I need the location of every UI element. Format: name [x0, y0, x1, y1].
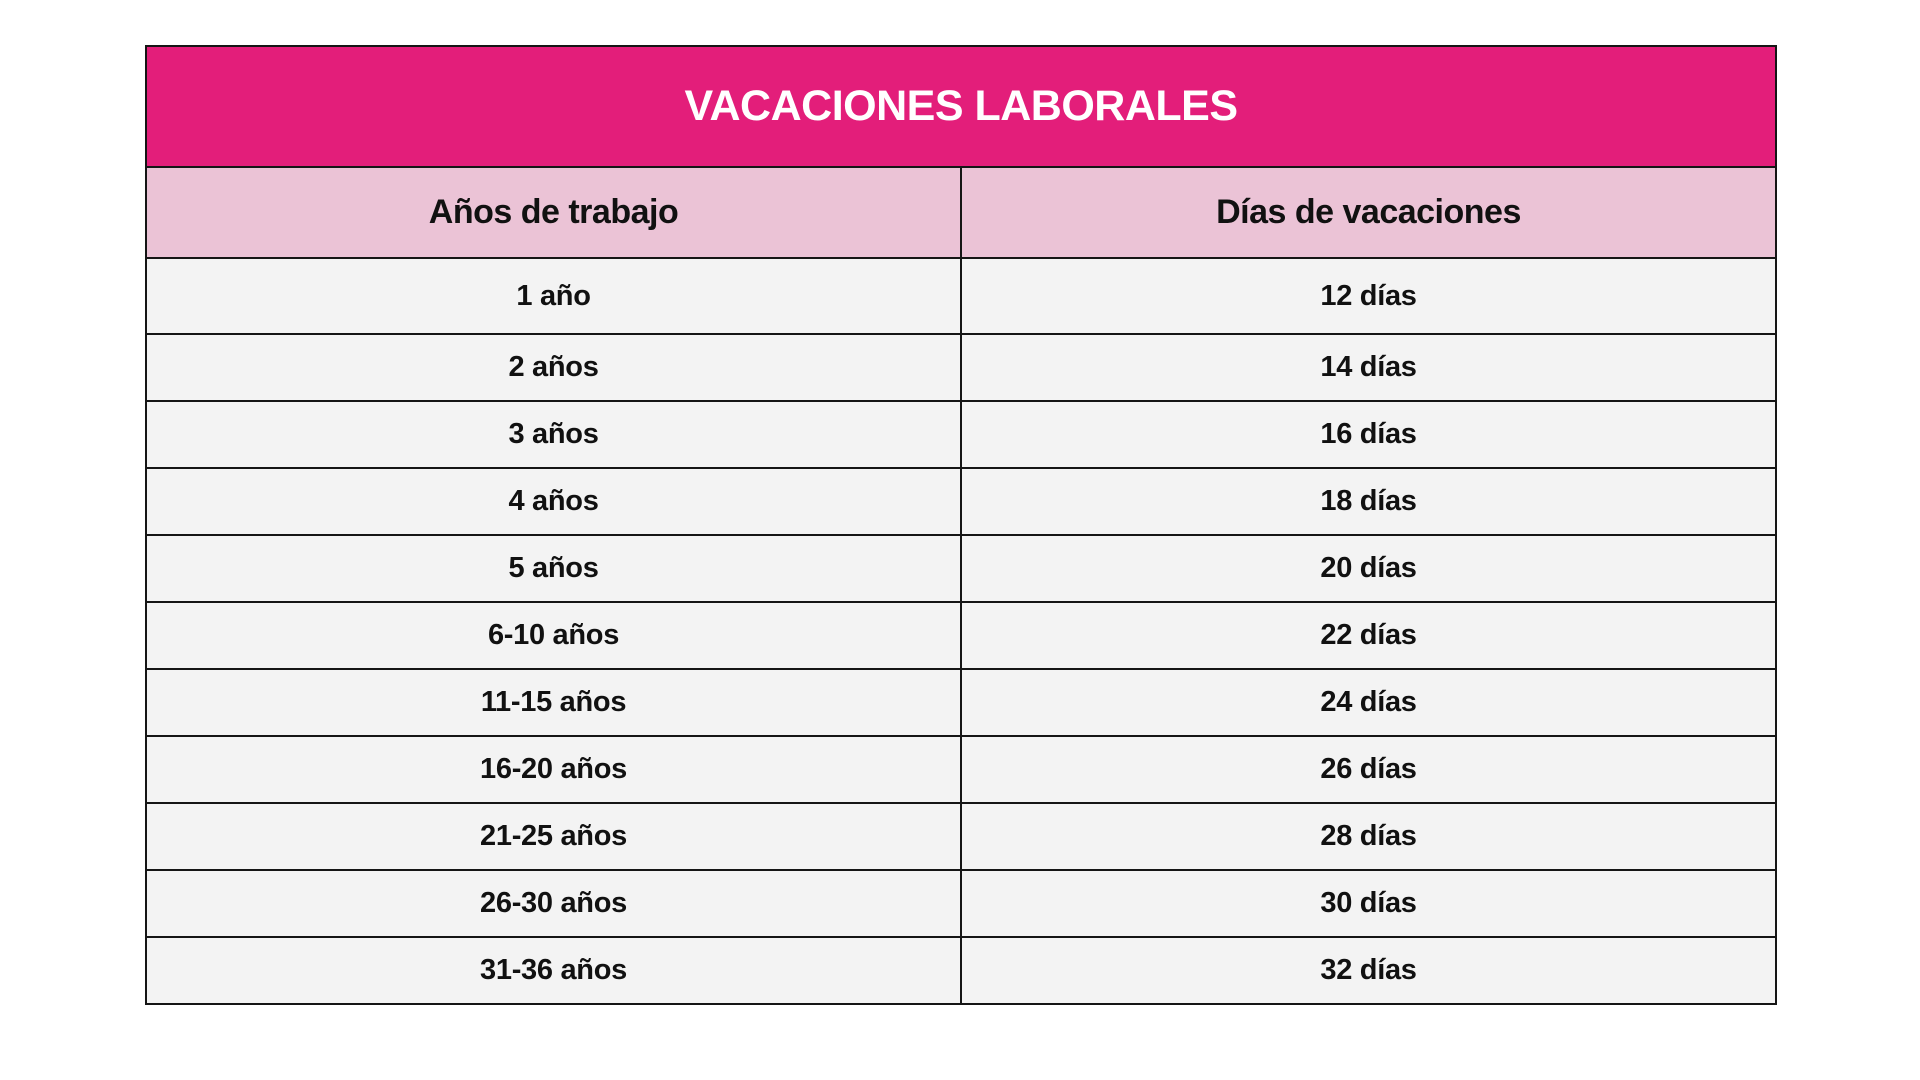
- cell-years: 1 año: [146, 258, 961, 334]
- table-row: [146, 535, 1776, 602]
- cell-years: 3 años: [146, 401, 961, 468]
- table-row: [146, 803, 1776, 870]
- cell-days: 28 días: [961, 803, 1776, 870]
- title-row: [146, 46, 1776, 167]
- cell-days: 20 días: [961, 535, 1776, 602]
- cell-years: 2 años: [146, 334, 961, 401]
- cell-days: 16 días: [961, 401, 1776, 468]
- cell-years: 5 años: [146, 535, 961, 602]
- column-header-days: Días de vacaciones: [961, 167, 1776, 258]
- table-row: [146, 334, 1776, 401]
- table-row: [146, 258, 1776, 334]
- cell-days: 24 días: [961, 669, 1776, 736]
- cell-years: 21-25 años: [146, 803, 961, 870]
- table-title: VACACIONES LABORALES: [146, 46, 1776, 167]
- vacation-table: [145, 45, 1777, 1005]
- cell-days: 18 días: [961, 468, 1776, 535]
- cell-years: 6-10 años: [146, 602, 961, 669]
- table-row: [146, 736, 1776, 803]
- cell-days: 22 días: [961, 602, 1776, 669]
- cell-years: 26-30 años: [146, 870, 961, 937]
- table-row: [146, 468, 1776, 535]
- table-row: [146, 669, 1776, 736]
- cell-days: 26 días: [961, 736, 1776, 803]
- header-row: [146, 167, 1776, 258]
- cell-days: 32 días: [961, 937, 1776, 1004]
- cell-years: 4 años: [146, 468, 961, 535]
- table-row: [146, 602, 1776, 669]
- table-row: [146, 401, 1776, 468]
- cell-years: 11-15 años: [146, 669, 961, 736]
- vacation-table-container: [145, 45, 1775, 1005]
- table-row: [146, 870, 1776, 937]
- cell-days: 14 días: [961, 334, 1776, 401]
- table-row: [146, 937, 1776, 1004]
- column-header-years: Años de trabajo: [146, 167, 961, 258]
- cell-days: 12 días: [961, 258, 1776, 334]
- cell-years: 16-20 años: [146, 736, 961, 803]
- cell-days: 30 días: [961, 870, 1776, 937]
- cell-years: 31-36 años: [146, 937, 961, 1004]
